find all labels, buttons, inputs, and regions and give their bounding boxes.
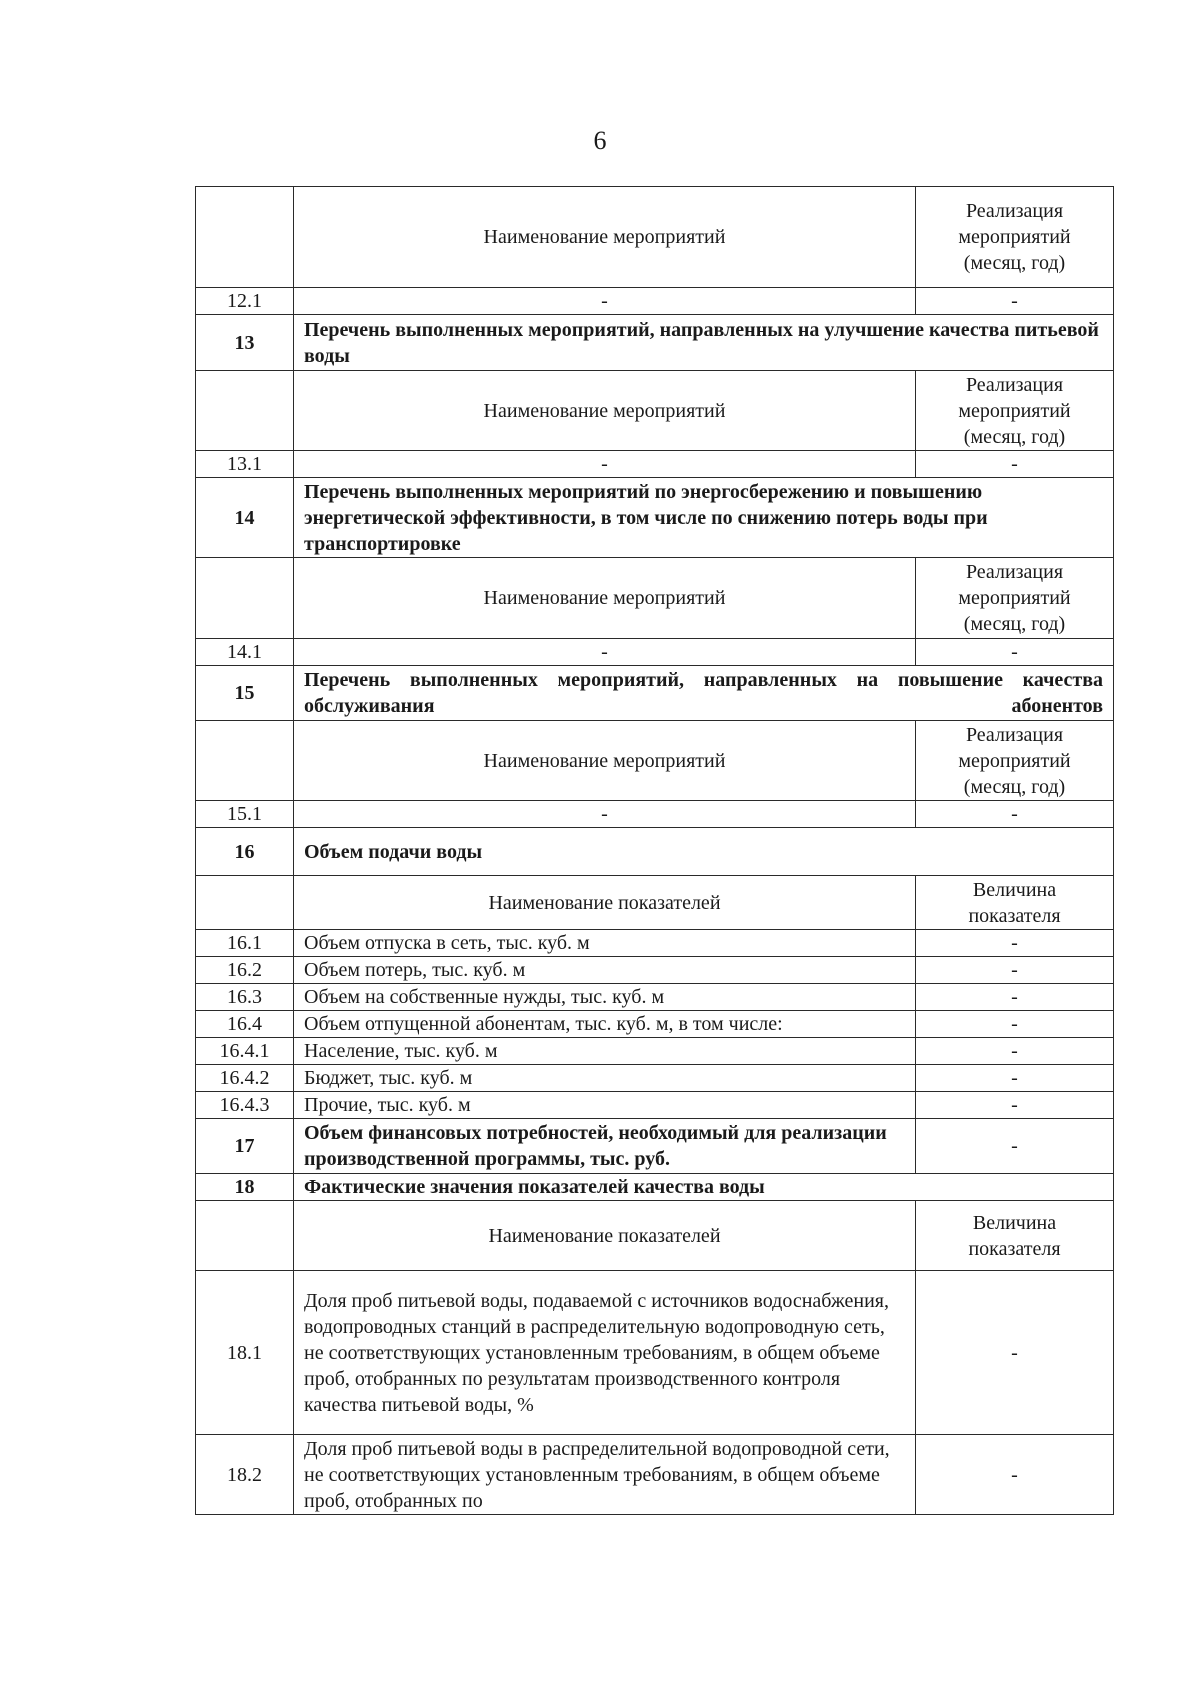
header-event-name: Наименование мероприятий: [294, 187, 916, 288]
row-value: -: [916, 1038, 1114, 1065]
table-header-row: [196, 1201, 1114, 1271]
section-number: 16: [196, 828, 294, 876]
row-value: -: [916, 984, 1114, 1011]
row-name: Население, тыс. куб. м: [294, 1038, 916, 1065]
row-name: Объем потерь, тыс. куб. м: [294, 957, 916, 984]
row-value: -: [916, 1271, 1114, 1435]
table-row: [196, 288, 1114, 315]
section-title: Фактические значения показателей качества воды: [294, 1174, 1114, 1201]
section-number: 13: [196, 315, 294, 371]
section-number: 17: [196, 1119, 294, 1174]
row-value: -: [916, 957, 1114, 984]
row-name: Объем отпущенной абонентам, тыс. куб. м, в том числе:: [294, 1011, 916, 1038]
header-indicator-name: Наименование показателей: [294, 1201, 916, 1271]
row-number: 16.1: [196, 930, 294, 957]
header-num-cell: [196, 558, 294, 639]
table-header-row: [196, 371, 1114, 451]
header-event-name: Наименование мероприятий: [294, 721, 916, 801]
row-name: Прочие, тыс. куб. м: [294, 1092, 916, 1119]
row-number: 16.4: [196, 1011, 294, 1038]
table-row: [196, 1435, 1114, 1515]
table-header-row: [196, 876, 1114, 930]
row-value: -: [916, 1065, 1114, 1092]
section-row: [196, 1174, 1114, 1201]
row-number: 16.4.2: [196, 1065, 294, 1092]
row-number: 16.2: [196, 957, 294, 984]
row-name: -: [294, 801, 916, 828]
header-num-cell: [196, 1201, 294, 1271]
table-row: [196, 801, 1114, 828]
row-number: 13.1: [196, 451, 294, 478]
header-num-cell: [196, 876, 294, 930]
table-row: [196, 957, 1114, 984]
row-value: -: [916, 288, 1114, 315]
row-number: 16.4.1: [196, 1038, 294, 1065]
table-row: [196, 1038, 1114, 1065]
table-row: [196, 1011, 1114, 1038]
section-title: Перечень выполненных мероприятий, направленных на повышение качества обслуживания абонентов: [294, 666, 1114, 721]
header-realization: Реализация мероприятий (месяц, год): [916, 721, 1114, 801]
table-row: [196, 1092, 1114, 1119]
row-value: -: [916, 451, 1114, 478]
section-row: [196, 828, 1114, 876]
section-row: [196, 315, 1114, 371]
row-value: -: [916, 1092, 1114, 1119]
table-row: [196, 639, 1114, 666]
header-event-name: Наименование мероприятий: [294, 371, 916, 451]
section-title: Объем подачи воды: [294, 828, 1114, 876]
header-realization: Реализация мероприятий (месяц, год): [916, 371, 1114, 451]
section-row: [196, 478, 1114, 558]
table-row: [196, 1271, 1114, 1435]
row-value: -: [916, 1011, 1114, 1038]
row-name: Доля проб питьевой воды, подаваемой с источников водоснабжения, водопроводных станций в распределительную водопроводную сеть, не соответствующих установленным требованиям, в общем объеме проб, отобранных по результатам производственного контроля качества питьевой воды, %: [294, 1271, 916, 1435]
row-value: -: [916, 930, 1114, 957]
row-number: 14.1: [196, 639, 294, 666]
row-value: -: [916, 1119, 1114, 1174]
header-num-cell: [196, 187, 294, 288]
row-value: -: [916, 801, 1114, 828]
row-value: -: [916, 639, 1114, 666]
row-number: 18.2: [196, 1435, 294, 1515]
header-indicator-value: Величина показателя: [916, 1201, 1114, 1271]
row-name: Бюджет, тыс. куб. м: [294, 1065, 916, 1092]
row-name: Объем на собственные нужды, тыс. куб. м: [294, 984, 916, 1011]
table-header-row: [196, 558, 1114, 639]
row-name: -: [294, 288, 916, 315]
production-program-table: [195, 186, 1114, 1515]
header-num-cell: [196, 371, 294, 451]
row-number: 16.3: [196, 984, 294, 1011]
section-title: Перечень выполненных мероприятий, направленных на улучшение качества питьевой воды: [294, 315, 1114, 371]
section-number: 15: [196, 666, 294, 721]
section-title: Объем финансовых потребностей, необходимый для реализации производственной программы, тыс. руб.: [294, 1119, 916, 1174]
table-header-row: [196, 721, 1114, 801]
row-name: -: [294, 639, 916, 666]
table-row: [196, 1065, 1114, 1092]
row-name: Объем отпуска в сеть, тыс. куб. м: [294, 930, 916, 957]
table-row: [196, 984, 1114, 1011]
header-realization: Реализация мероприятий (месяц, год): [916, 187, 1114, 288]
section-number: 18: [196, 1174, 294, 1201]
table-row: [196, 451, 1114, 478]
header-indicator-name: Наименование показателей: [294, 876, 916, 930]
row-name: Доля проб питьевой воды в распределительной водопроводной сети, не соответствующих установленным требованиям, в общем объеме проб, отобранных по: [294, 1435, 916, 1515]
row-number: 16.4.3: [196, 1092, 294, 1119]
section-number: 14: [196, 478, 294, 558]
row-value: -: [916, 1435, 1114, 1515]
section-title: Перечень выполненных мероприятий по энергосбережению и повышению энергетической эффективности, в том числе по снижению потерь воды при транспортировке: [294, 478, 1114, 558]
header-event-name: Наименование мероприятий: [294, 558, 916, 639]
row-number: 15.1: [196, 801, 294, 828]
row-number: 18.1: [196, 1271, 294, 1435]
table-header-row: [196, 187, 1114, 288]
section-row: [196, 666, 1114, 721]
row-number: 12.1: [196, 288, 294, 315]
section-row: [196, 1119, 1114, 1174]
header-realization: Реализация мероприятий (месяц, год): [916, 558, 1114, 639]
header-num-cell: [196, 721, 294, 801]
table-row: [196, 930, 1114, 957]
page-number: 6: [593, 126, 607, 155]
header-indicator-value: Величина показателя: [916, 876, 1114, 930]
row-name: -: [294, 451, 916, 478]
